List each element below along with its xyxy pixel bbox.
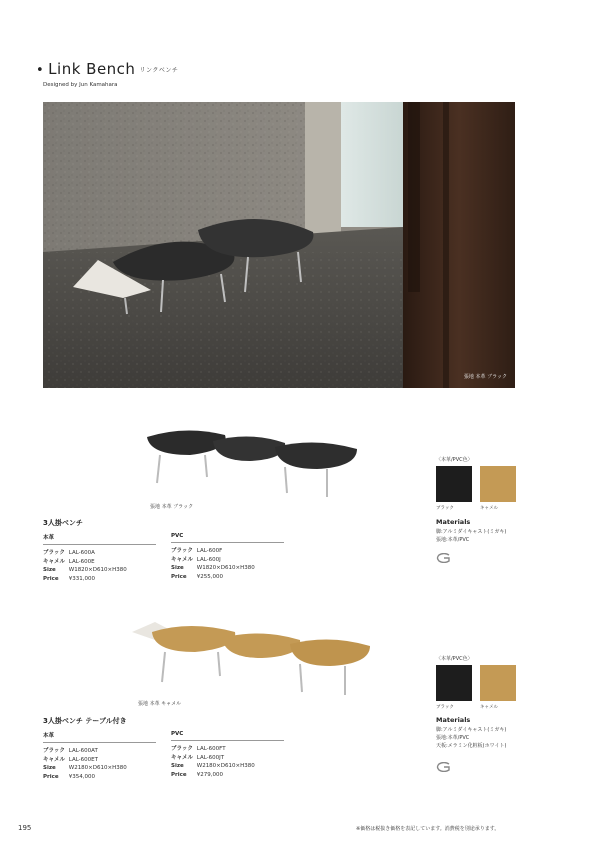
product-1-image-caption: 張地 本革 ブラック — [150, 504, 194, 510]
product-1-swatch-camel: キャメル — [480, 466, 516, 511]
spec-row: Size W2180×D610×H380 — [43, 765, 127, 771]
spec-row: ブラック LAL-600A — [43, 550, 95, 556]
g-mark-icon — [436, 553, 452, 563]
spec-row: キャメル LAL-600JT — [171, 754, 225, 761]
product-2-image-caption: 張地 本革 キャメル — [138, 701, 182, 707]
product-1-materials-list: 脚:アルミダイキャスト(ミガキ) 張地:本革/PVC — [436, 529, 507, 543]
swatch-color-camel — [480, 665, 516, 701]
product-1-leather-spec — [43, 533, 156, 583]
spec-row: Size W1820×D610×H380 — [171, 565, 255, 571]
designer-credit: Designed by Jun Kamahara — [43, 82, 118, 88]
swatch-color-camel — [480, 466, 516, 502]
hero-photo-caption: 張地 本革 ブラック — [463, 374, 507, 380]
g-mark-icon — [436, 762, 452, 772]
product-1-swatch-black: ブラック — [436, 466, 472, 511]
spec-row: Price ¥331,000 — [43, 575, 95, 582]
product-2-pvc-spec — [171, 731, 284, 779]
spec-row: ブラック LAL-600FT — [171, 746, 226, 752]
product-2-leather-spec — [43, 731, 156, 781]
spec-row: Size W1820×D610×H380 — [43, 567, 127, 573]
spec-column-head: PVC — [171, 533, 284, 543]
hero-photo-illustration — [43, 102, 515, 388]
product-2-swatch-header: 〈本革/PVC色〉 — [436, 656, 473, 662]
product-1-swatch-header: 〈本革/PVC色〉 — [436, 457, 473, 463]
spec-row: ブラック LAL-600F — [171, 548, 223, 554]
product-1-pvc-spec — [171, 533, 284, 581]
spec-row: キャメル LAL-600E — [43, 558, 95, 565]
product-2-swatch-black: ブラック — [436, 665, 472, 710]
page-title — [36, 60, 178, 78]
spec-column-head: PVC — [171, 731, 284, 741]
bench-3seat-table-image — [130, 620, 375, 700]
spec-row: ブラック LAL-600AT — [43, 748, 98, 754]
swatch-color-black — [436, 665, 472, 701]
spec-column-head: 本革 — [43, 731, 156, 743]
spec-row: Price ¥255,000 — [171, 573, 223, 580]
bench-3seat-image — [135, 425, 360, 500]
product-name: Link Bench — [48, 60, 136, 78]
product-2-swatch-camel: キャメル — [480, 665, 516, 710]
page-number: 195 — [18, 824, 32, 832]
product-1-materials-title: Materials — [436, 518, 471, 526]
spec-column-head: 本革 — [43, 533, 156, 545]
product-2-materials-list: 脚:アルミダイキャスト(ミガキ) 張地:本革/PVC 天板:メラミン化粧板(ホワイト) — [436, 727, 507, 749]
product-name-jp: リンクベンチ — [139, 67, 179, 74]
product-2-title: 3人掛ベンチ テーブル付き — [43, 717, 127, 725]
swatch-color-black — [436, 466, 472, 502]
hero-photo — [43, 102, 515, 388]
spec-row: キャメル LAL-600J — [171, 556, 221, 563]
product-1-title: 3人掛ベンチ — [43, 519, 83, 527]
spec-row: キャメル LAL-600ET — [43, 756, 98, 763]
product-2-materials-title: Materials — [436, 716, 471, 724]
title-bullet: • — [36, 63, 45, 78]
spec-row: Price ¥354,000 — [43, 773, 95, 780]
spec-row: Price ¥279,000 — [171, 771, 223, 778]
price-footnote: ※価格は税抜き価格を表記しています。消費税を別途承ります。 — [356, 826, 500, 832]
spec-row: Size W2180×D610×H380 — [171, 763, 255, 769]
